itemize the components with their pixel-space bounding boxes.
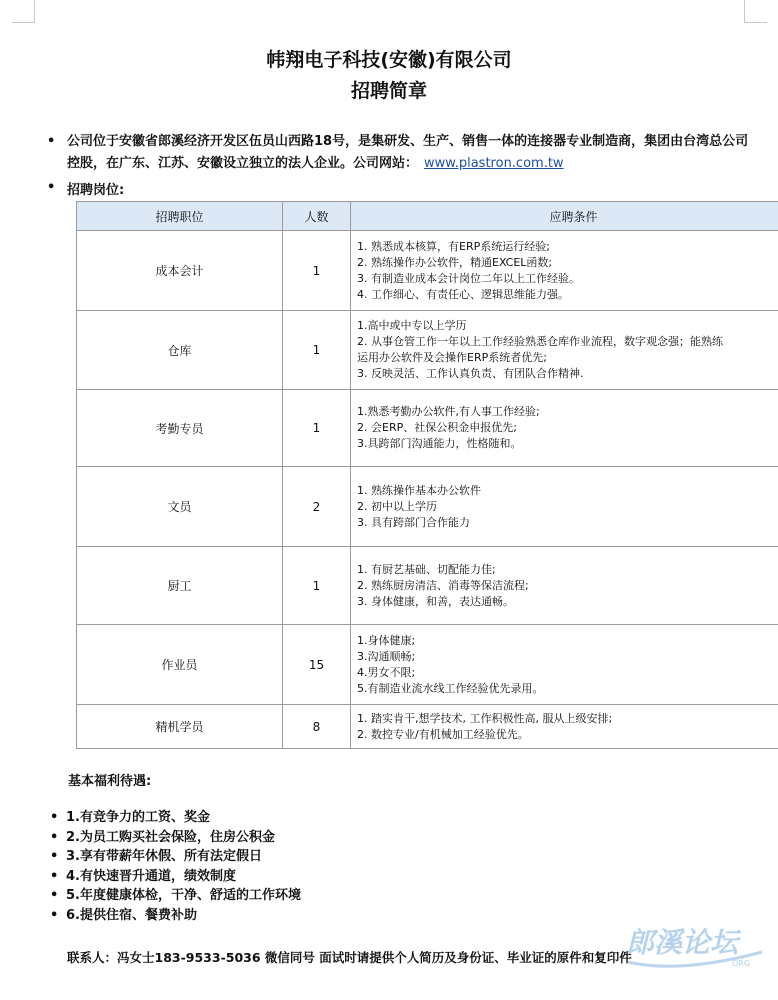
bullet-positions: • [47, 180, 56, 195]
requirement-line: 1.熟悉考勤办公软件,有人事工作经验; [357, 405, 540, 418]
company-name: 帏翔电子科技(安徽)有限公司 [266, 49, 512, 71]
table-row [77, 467, 778, 547]
position-requirements [351, 390, 778, 467]
requirement-line: 3. 有制造业成本会计岗位二年以上工作经验。 [357, 271, 580, 285]
position-requirements [351, 547, 778, 625]
svg-text:郎溪论坛: 郎溪论坛 [626, 926, 739, 959]
company-website-link[interactable]: www.plastron.com.tw [424, 156, 564, 171]
job-positions-table [76, 201, 778, 749]
requirement-line: 2. 从事仓管工作一年以上工作经验熟悉仓库作业流程，数字观念强；能熟练 [357, 335, 723, 348]
requirement-line: 3. 反映灵活、工作认真负责、有团队合作精神. [357, 367, 584, 380]
position-requirements [351, 705, 778, 749]
benefit-text: 6.提供住宿、餐费补助 [66, 907, 197, 923]
requirement-line: 运用办公软件及会操作ERP系统者优先; [357, 351, 547, 364]
position-count: 1 [283, 231, 351, 311]
benefit-text: 3.享有带薪年休假、所有法定假日 [66, 849, 262, 864]
position-title: 文员 [77, 467, 283, 547]
page-corner-mark-right [744, 0, 767, 23]
requirement-line: 2. 会ERP、社保公积金申报优先; [357, 421, 517, 434]
benefit-text: 1.有竞争力的工资、奖金 [66, 810, 210, 825]
requirement-line: 2. 数控专业/有机械加工经验优先。 [357, 727, 529, 741]
requirement-line: 4. 工作细心、有责任心、逻辑思维能力强。 [357, 287, 569, 301]
position-count: 15 [283, 625, 351, 705]
forum-watermark-logo [620, 922, 770, 972]
page-corner-mark-left [12, 0, 35, 23]
requirement-line: 2. 熟练操作办公软件，精通EXCEL函数; [357, 255, 553, 269]
list-item [50, 808, 301, 828]
position-count: 2 [283, 467, 351, 547]
header-position: 招聘职位 [77, 202, 283, 231]
header-count: 人数 [283, 202, 351, 231]
benefits-list [50, 808, 301, 925]
position-title: 精机学员 [77, 705, 283, 749]
positions-heading: 招聘岗位: [67, 183, 125, 198]
position-count: 8 [283, 705, 351, 749]
list-item [50, 906, 301, 926]
table-row [77, 625, 778, 705]
position-count: 1 [283, 547, 351, 625]
requirement-line: 1.高中或中专以上学历 [357, 319, 467, 332]
company-intro-text: 公司位于安徽省郎溪经济开发区伍员山西路18号，是集研发、生产、销售一体的连接器专业制造商，集团由台湾总公司控股，在广东、江苏、安徽设立独立的法人企业。公司网站： [67, 134, 749, 171]
position-count: 1 [283, 390, 351, 467]
requirement-line: 3.具跨部门沟通能力，性格随和。 [357, 437, 522, 450]
table-row [77, 231, 778, 311]
requirement-line: 5.有制造业流水线工作经验优先录用。 [357, 681, 544, 695]
table-row [77, 547, 778, 625]
table-header-row [77, 202, 778, 231]
position-title: 考勤专员 [77, 390, 283, 467]
requirement-line: 1. 熟练操作基本办公软件 [357, 483, 481, 497]
position-title: 作业员 [77, 625, 283, 705]
list-item [50, 828, 301, 848]
requirement-line: 4.男女不限; [357, 665, 416, 679]
benefit-text: 5.年度健康体检，干净、舒适的工作环境 [66, 888, 301, 903]
bullet-dot: • [50, 849, 59, 864]
position-requirements [351, 467, 778, 547]
bullet-dot: • [50, 888, 59, 903]
list-item [50, 886, 301, 906]
bullet-intro: • [47, 134, 56, 149]
requirement-line: 1. 踏实肯干,想学技术, 工作积极性高, 服从上级安排; [357, 711, 613, 725]
svg-text:ORG: ORG [732, 959, 751, 968]
list-item [50, 847, 301, 867]
requirement-line: 3. 具有跨部门合作能力 [357, 515, 470, 529]
table-row [77, 705, 778, 749]
benefit-text: 4.有快速晋升通道，绩效制度 [66, 868, 236, 884]
position-title: 厨工 [77, 547, 283, 625]
company-intro [67, 131, 757, 175]
position-count: 1 [283, 311, 351, 390]
bullet-dot: • [50, 907, 59, 923]
benefit-text: 2.为员工购买社会保险，住房公积金 [66, 829, 275, 845]
header-requirements: 应聘条件 [351, 202, 778, 231]
requirement-line: 3.沟通顺畅; [357, 649, 416, 663]
document-title: 招聘简章 [350, 80, 427, 102]
position-title: 仓库 [77, 311, 283, 390]
bullet-dot: • [50, 829, 59, 845]
requirement-line: 1. 有厨艺基础、切配能力佳; [357, 562, 496, 576]
list-item [50, 867, 301, 887]
requirement-line: 1.身体健康; [357, 633, 416, 647]
bullet-dot: • [50, 868, 59, 884]
bullet-dot: • [50, 810, 59, 825]
position-title: 成本会计 [77, 231, 283, 311]
requirement-line: 2. 熟练厨房清洁、消毒等保洁流程; [357, 578, 529, 592]
requirement-line: 3. 身体健康，和善，表达通畅。 [357, 594, 514, 608]
requirement-line: 1. 熟悉成本核算，有ERP系统运行经验; [357, 239, 550, 253]
table-row [77, 311, 778, 390]
requirement-line: 2. 初中以上学历 [357, 499, 437, 513]
position-requirements [351, 311, 778, 390]
position-requirements [351, 625, 778, 705]
table-row [77, 390, 778, 467]
contact-info: 联系人：冯女士183-9533-5036 微信同号 面试时请提供个人简历及身份证、毕业证的原件和复印件 [67, 950, 632, 965]
position-requirements [351, 231, 778, 311]
benefits-heading: 基本福利待遇: [68, 774, 152, 789]
